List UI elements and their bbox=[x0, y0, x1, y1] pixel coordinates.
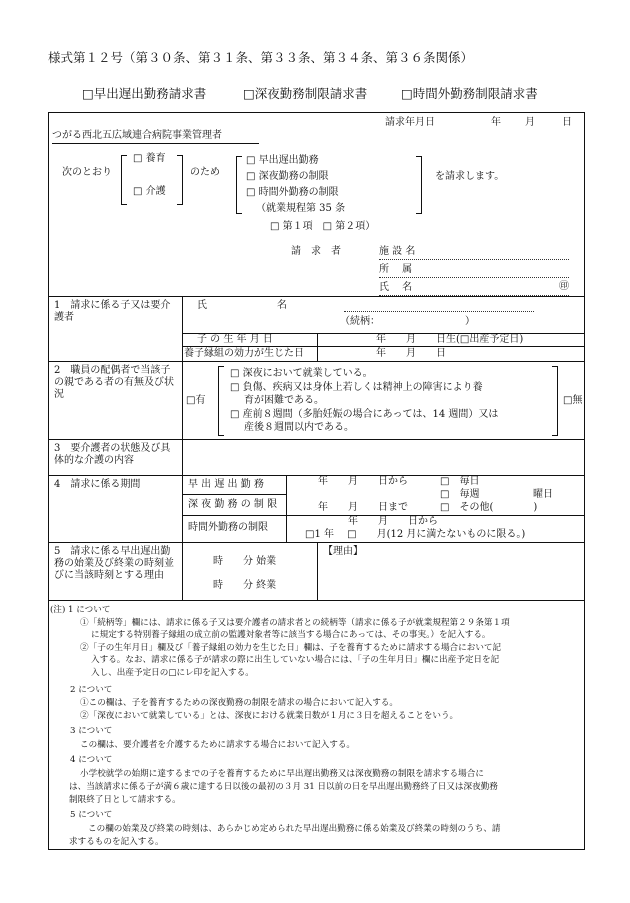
overtime-period[interactable]: □1 年 □ 月(12 月に満たないものに限る。) bbox=[305, 529, 526, 540]
checkbox-spouse-night[interactable]: □ 深夜において就業している。 bbox=[230, 368, 373, 379]
note-line: 制限終了日として請求する。 bbox=[69, 795, 181, 805]
adopt-label: 養子縁組の効力が生じた日 bbox=[184, 348, 304, 359]
notes-title: (注) 1 について bbox=[50, 605, 111, 615]
bracket-tick bbox=[552, 366, 558, 367]
facility-label: 施 設 名 bbox=[379, 246, 416, 257]
adopt-value[interactable]: 年 月 日 bbox=[376, 348, 446, 359]
rule bbox=[48, 296, 585, 297]
reason-label: 【理由】 bbox=[323, 546, 363, 557]
rule bbox=[182, 346, 585, 347]
bracket-tick bbox=[218, 435, 224, 436]
checkbox-overtime-limit[interactable]: □ 時間外勤務の制限 bbox=[246, 187, 339, 198]
checkbox-childcare[interactable]: □ 養育 bbox=[133, 153, 166, 164]
note-line: 求するものを記入する。 bbox=[69, 837, 164, 847]
bracket-tick bbox=[121, 155, 127, 156]
seal-mark: ㊞ bbox=[559, 281, 569, 292]
request-lead: 次のとおり bbox=[62, 167, 112, 178]
bracket-tick bbox=[552, 435, 558, 436]
checkbox-other[interactable]: □ その他( ) bbox=[440, 502, 538, 513]
section1-label: 1 請求に係る子又は要介護者 bbox=[54, 300, 171, 323]
rule bbox=[48, 600, 585, 601]
bracket-tick bbox=[416, 156, 422, 157]
form-title: 様式第１２号（第３０条、第３１条、第３３条、第３４条、第３６条関係） bbox=[48, 50, 474, 65]
note-line: 2 について bbox=[70, 685, 113, 695]
rule bbox=[182, 296, 183, 361]
checkbox-spouse-illness[interactable]: □ 負傷、疾病又は身体上若しくは精神上の障害により養 bbox=[230, 382, 483, 393]
facility-input[interactable] bbox=[379, 259, 569, 260]
section4-label: 4 請求に係る期間 bbox=[54, 479, 141, 490]
note-line: ②「子の生年月日」欄及び「養子縁組の効力を生じた日」欄は、子を養育するために請求する場合において記 bbox=[80, 643, 502, 653]
early-late-label: 早 出 遅 出 勤 務 bbox=[188, 479, 264, 490]
section5-label: 5 請求に係る早出遅出勤務の始業及び終業の時刻並びに当該時刻とする理由 bbox=[54, 546, 174, 581]
section2-label: 2 職員の配偶者で当該子の親である者の有無及び状況 bbox=[54, 365, 174, 400]
night-limit-label: 深 夜 勤 務 の 制 限 bbox=[188, 499, 278, 510]
checkbox-early-late-request[interactable]: □早出遅出勤務請求書 bbox=[82, 86, 207, 101]
bracket-tick bbox=[236, 213, 242, 214]
note-line: ①「続柄等」欄には、請求に係る子又は要介護者の請求者との続柄等（請求に係る子が就業規程第２９条第１項 bbox=[80, 618, 510, 628]
rule bbox=[182, 361, 183, 439]
checkbox-night-limit[interactable]: □ 深夜勤務の制限 bbox=[246, 171, 329, 182]
note-line: 4 について bbox=[70, 755, 113, 765]
rule-article: （就業規程第 35 条 bbox=[256, 203, 346, 214]
bracket-tick bbox=[177, 155, 183, 156]
date-year: 年 bbox=[491, 117, 501, 128]
rule bbox=[286, 475, 287, 542]
rule bbox=[48, 439, 585, 440]
checkbox-overtime-limit-request[interactable]: □時間外勤務制限請求書 bbox=[401, 86, 538, 101]
request-for: のため bbox=[190, 167, 220, 178]
department-input[interactable] bbox=[379, 277, 569, 278]
date-month: 月 bbox=[525, 117, 535, 128]
rule bbox=[182, 494, 286, 495]
spouse-illness-cont: 育が困難である。 bbox=[244, 395, 324, 406]
checkbox-spouse-yes[interactable]: □有 bbox=[186, 395, 206, 406]
department-label: 所 属 bbox=[379, 264, 413, 275]
date-day: 日 bbox=[562, 117, 572, 128]
bracket-tick bbox=[121, 204, 127, 205]
bracket-tick bbox=[236, 156, 242, 157]
note-line: に規定する特別養子縁組の成立前の監護対象者等に該当する場合にあっては、その事実。）を記入する。 bbox=[91, 630, 491, 640]
overtime-limit-label: 時間外勤務の制限 bbox=[188, 522, 268, 533]
checkbox-weekly[interactable]: □ 毎週 bbox=[440, 489, 480, 500]
bracket-tick bbox=[218, 366, 224, 367]
note-line: この欄は、要介護者を介護するために請求する場合において記入する。 bbox=[80, 740, 356, 750]
note-line: は、当該請求に係る子が満６歳に達する日以後の最初の３月 31 日以前の日を早出遅出勤務終了日又は深夜勤務 bbox=[69, 782, 498, 792]
checkbox-nursing[interactable]: □ 介護 bbox=[133, 186, 166, 197]
addressee-underline bbox=[52, 143, 259, 144]
note-line: 小学校就学の始期に達するまでの子を養育するために早出遅出勤務又は深夜勤務の制限を請求する場合に bbox=[80, 769, 484, 779]
addressee: つがる西北五広域連合病院事業管理者 bbox=[52, 130, 222, 141]
birth-label: 子 の 生 年 月 日 bbox=[197, 334, 273, 345]
bracket-tick bbox=[177, 204, 183, 205]
checkbox-paragraphs[interactable]: □ 第１項 □ 第２項） bbox=[270, 221, 376, 232]
note-line: 3 について bbox=[70, 726, 113, 736]
section1-relation[interactable]: （続柄： ） bbox=[340, 316, 475, 327]
spouse-maternity-cont: 産後８週間以内である。 bbox=[244, 422, 354, 433]
period-to[interactable]: 年 月 日まで bbox=[318, 502, 408, 513]
checkbox-spouse-maternity[interactable]: □ 産前８週間（多胎妊娠の場合にあっては、14 週間）又は bbox=[230, 409, 499, 420]
note-line: 5 について bbox=[70, 810, 113, 820]
rule bbox=[317, 542, 318, 600]
note-line: ②「深夜において就業している」とは、深夜における就業日数が１月に３日を超えることをいう。 bbox=[80, 711, 459, 721]
checkbox-daily[interactable]: □ 毎日 bbox=[440, 476, 480, 487]
rule bbox=[182, 542, 183, 600]
rule bbox=[48, 475, 585, 476]
note-line: 入する。なお、請求に係る子が請求の際に出生していない場合には、「子の生年月日」欄に出産予定日を記 bbox=[91, 655, 500, 665]
end-time[interactable]: 時 分 終業 bbox=[213, 580, 277, 591]
bracket-tick bbox=[416, 213, 422, 214]
section3-label: 3 要介護者の状態及び具体的な介護の内容 bbox=[54, 443, 171, 466]
note-line: 入し、出産予定日の□にレ印を記入する。 bbox=[91, 668, 254, 678]
checkbox-night-limit-request[interactable]: □深夜勤務制限請求書 bbox=[243, 86, 368, 101]
rule bbox=[48, 361, 585, 362]
rule bbox=[182, 439, 183, 475]
note-line: ①この欄は、子を養育するための深夜勤務の制限を請求の場合において記入する。 bbox=[80, 698, 398, 708]
note-line: この欄の始業及び終業の時刻は、あらかじめ定められた早出遅出勤務に係る始業及び終業の時刻のうち、請 bbox=[88, 824, 501, 834]
date-label: 請求年月日 bbox=[385, 117, 435, 128]
rule bbox=[182, 475, 183, 542]
weekday-label: 曜日 bbox=[533, 489, 553, 500]
overtime-from[interactable]: 年 月 日から bbox=[348, 516, 438, 527]
birth-value[interactable]: 年 月 日生(□出産予定日) bbox=[376, 334, 524, 345]
period-from[interactable]: 年 月 日から bbox=[318, 476, 408, 487]
checkbox-early-late[interactable]: □ 早出遅出勤務 bbox=[246, 155, 319, 166]
requester-label: 請 求 者 bbox=[291, 246, 341, 257]
request-tail: を請求します。 bbox=[435, 171, 505, 182]
start-time[interactable]: 時 分 始業 bbox=[213, 556, 277, 567]
checkbox-spouse-no[interactable]: □無 bbox=[563, 395, 583, 406]
section1-name-input[interactable] bbox=[344, 311, 534, 312]
rule bbox=[317, 333, 318, 361]
section1-name-label: 氏 名 bbox=[197, 300, 287, 311]
name-label: 氏 名 bbox=[379, 282, 413, 293]
